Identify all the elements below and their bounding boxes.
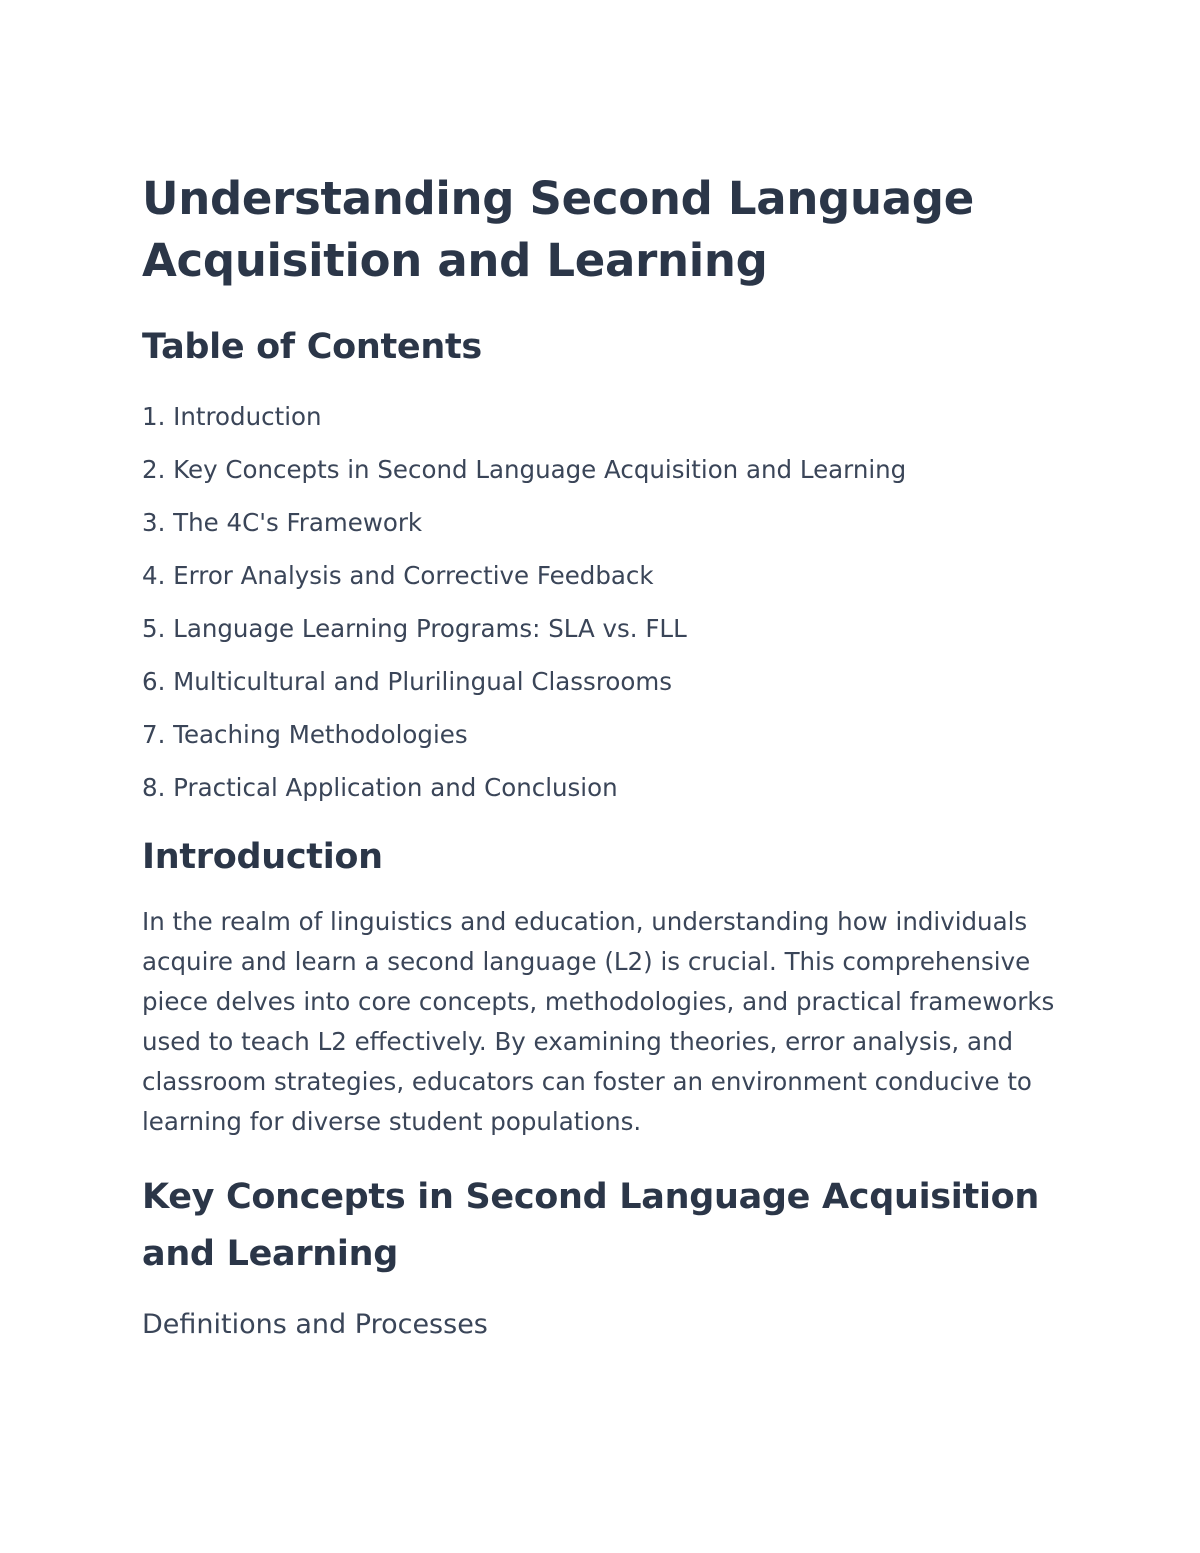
introduction-paragraph: In the realm of linguistics and education, understanding how individuals acquire and learn a second language (L2) is crucial. This comprehensive piece delves into core concepts, methodologies, and practical frameworks used to teach L2 effectively. By examining theories, error analysis, and classroom strategies, educators can foster an environment conducive to learning for diverse student populations. xyxy=(142,907,1055,1136)
toc-heading: Table of Contents xyxy=(142,327,482,367)
toc-item-introduction: 1. Introduction xyxy=(142,402,322,431)
introduction-heading: Introduction xyxy=(142,837,383,877)
toc-item-key-concepts: 2. Key Concepts in Second Language Acquisition and Learning xyxy=(142,455,907,484)
table-of-contents xyxy=(142,390,1072,814)
document-title: Understanding Second Language Acquisition and Learning xyxy=(142,172,974,287)
toc-item-practical-application: 8. Practical Application and Conclusion xyxy=(142,773,618,802)
toc-item-4cs-framework: 3. The 4C's Framework xyxy=(142,508,423,537)
toc-item-teaching-methodologies: 7. Teaching Methodologies xyxy=(142,720,468,749)
definitions-subheading: Definitions and Processes xyxy=(142,1309,488,1340)
toc-item-multicultural-classrooms: 6. Multicultural and Plurilingual Classrooms xyxy=(142,667,672,696)
document-page xyxy=(142,168,1072,1343)
key-concepts-heading: Key Concepts in Second Language Acquisition and Learning xyxy=(142,1177,1039,1274)
toc-item-error-analysis: 4. Error Analysis and Corrective Feedback xyxy=(142,561,654,590)
toc-item-language-programs: 5. Language Learning Programs: SLA vs. FLL xyxy=(142,614,687,643)
